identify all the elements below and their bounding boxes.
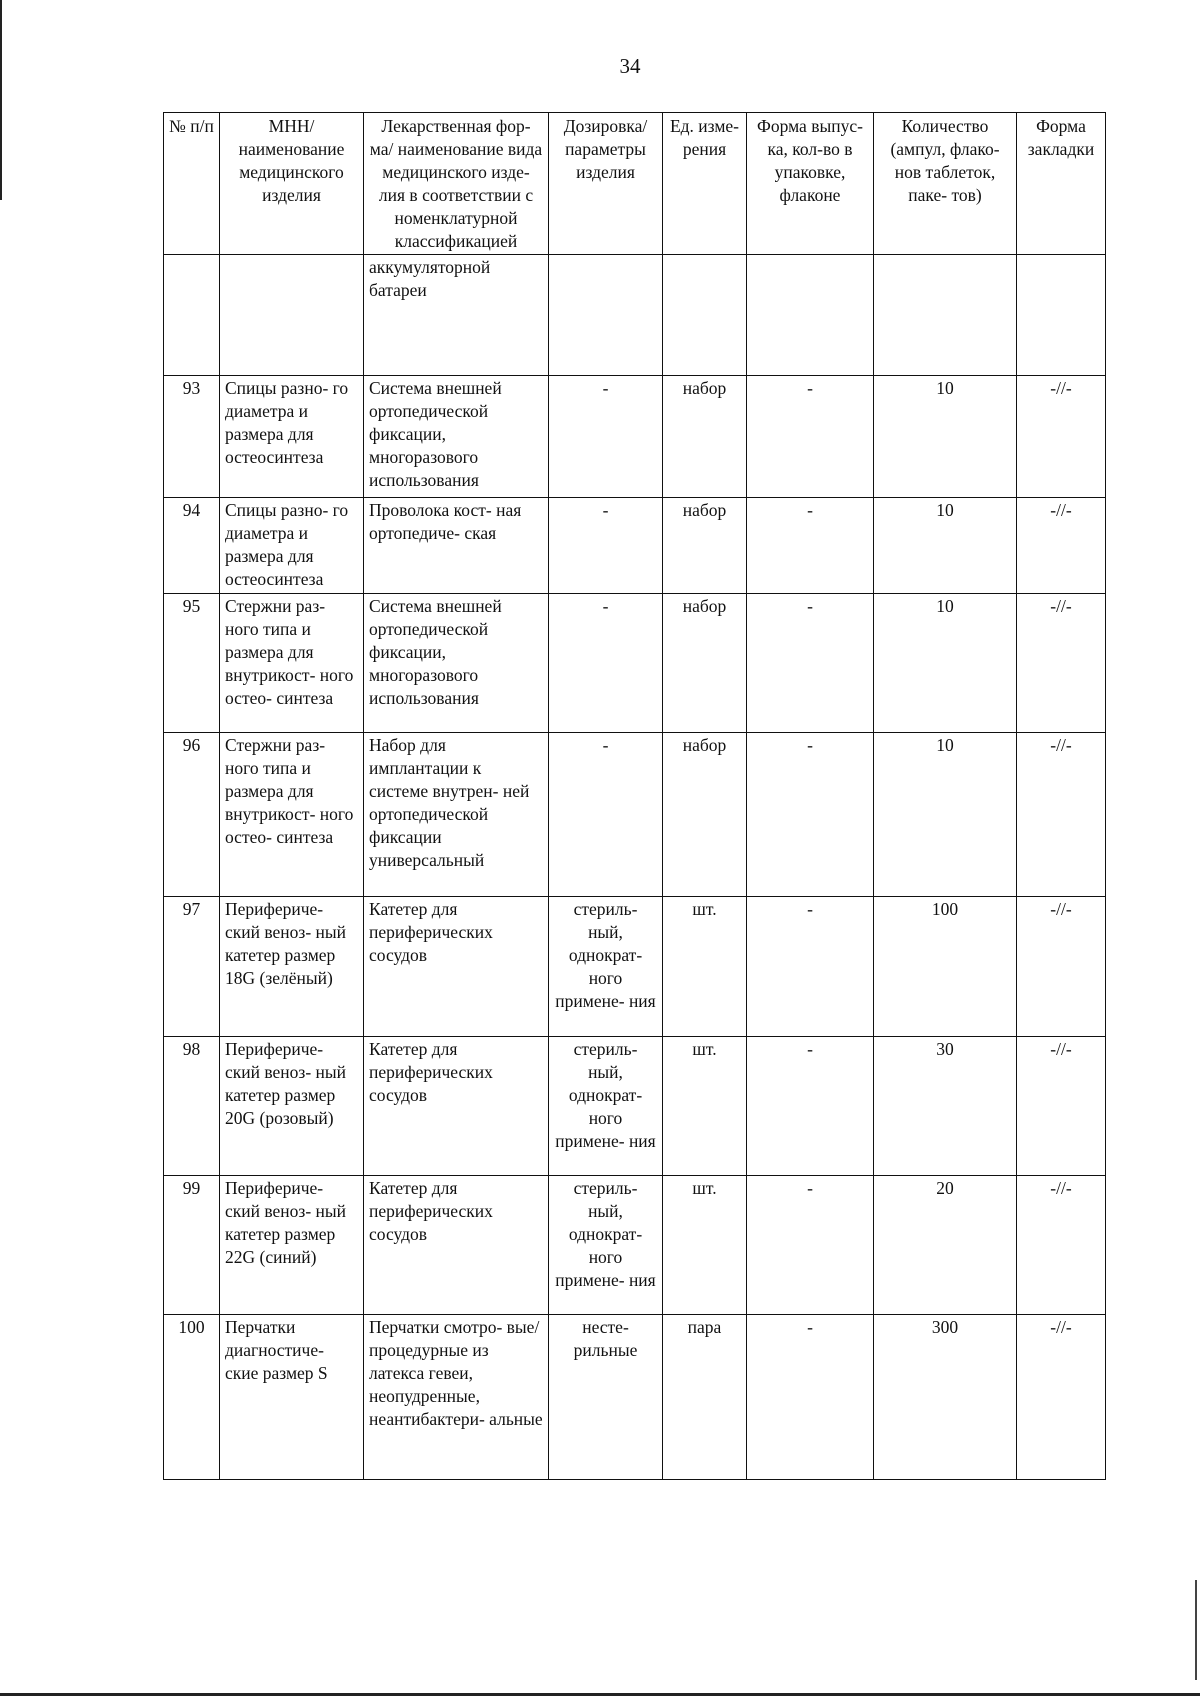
- cell-dosage-form: Система внешней ортопедической фиксации, многоразового использования: [364, 376, 549, 498]
- cell-release-form: -: [747, 1176, 874, 1315]
- cell-dosage-form: Перчатки смотро- вые/ процедурные из латекса гевеи, неопудренные, неантибактери- альные: [364, 1315, 549, 1480]
- cell-unit: шт.: [663, 1176, 747, 1315]
- page-number: 34: [619, 54, 641, 78]
- cell-unit: [663, 255, 747, 376]
- cell-quantity: 10: [874, 498, 1017, 594]
- header-cell-unit: Ед. изме- рения: [663, 113, 747, 255]
- cell-number: 94: [164, 498, 220, 594]
- cell-number: 99: [164, 1176, 220, 1315]
- cell-dosage-form: Катетер для периферических сосудов: [364, 1037, 549, 1176]
- cell-bookmark-form: -//-: [1017, 1037, 1106, 1176]
- cell-name: Спицы разно- го диаметра и размера для остеосинтеза: [220, 376, 364, 498]
- table-row: [164, 733, 1106, 897]
- cell-bookmark-form: -//-: [1017, 376, 1106, 498]
- cell-dosage-form: аккумуляторной батареи: [364, 255, 549, 376]
- cell-quantity: 10: [874, 733, 1017, 897]
- cell-name: Перифериче- ский веноз- ный катетер размер 18G (зелёный): [220, 897, 364, 1037]
- cell-quantity: 300: [874, 1315, 1017, 1480]
- cell-unit: шт.: [663, 1037, 747, 1176]
- cell-dosage-form: Набор для имплантации к системе внутрен- ней ортопедической фиксации универсальный: [364, 733, 549, 897]
- cell-quantity: 10: [874, 376, 1017, 498]
- table-row: [164, 1037, 1106, 1176]
- cell-bookmark-form: -//-: [1017, 594, 1106, 733]
- cell-release-form: -: [747, 733, 874, 897]
- cell-release-form: -: [747, 1037, 874, 1176]
- cell-dosage: стериль- ный, однократ- ного примене- ния: [549, 897, 663, 1037]
- header-cell-name: МНН/ наименование медицинского изделия: [220, 113, 364, 255]
- cell-release-form: -: [747, 498, 874, 594]
- cell-dosage: -: [549, 498, 663, 594]
- table-row: [164, 594, 1106, 733]
- cell-dosage: -: [549, 594, 663, 733]
- cell-number: 95: [164, 594, 220, 733]
- cell-quantity: [874, 255, 1017, 376]
- cell-name: Перифериче- ский веноз- ный катетер размер 22G (синий): [220, 1176, 364, 1315]
- cell-name: Стержни раз- ного типа и размера для внутрикост- ного остео- синтеза: [220, 733, 364, 897]
- cell-unit: пара: [663, 1315, 747, 1480]
- scan-edge-right: [1195, 1580, 1197, 1680]
- table-row: [164, 255, 1106, 376]
- cell-name: [220, 255, 364, 376]
- cell-number: 96: [164, 733, 220, 897]
- cell-bookmark-form: -//-: [1017, 1176, 1106, 1315]
- cell-release-form: -: [747, 897, 874, 1037]
- table-row: [164, 498, 1106, 594]
- cell-unit: набор: [663, 498, 747, 594]
- cell-dosage: несте- рильные: [549, 1315, 663, 1480]
- cell-release-form: [747, 255, 874, 376]
- header-cell-bookmark-form: Форма закладки: [1017, 113, 1106, 255]
- cell-dosage-form: Проволока кост- ная ортопедиче- ская: [364, 498, 549, 594]
- cell-unit: шт.: [663, 897, 747, 1037]
- cell-number: 98: [164, 1037, 220, 1176]
- header-cell-number: № п/п: [164, 113, 220, 255]
- cell-number: 100: [164, 1315, 220, 1480]
- cell-bookmark-form: -//-: [1017, 498, 1106, 594]
- cell-number: 93: [164, 376, 220, 498]
- header-cell-release-form: Форма выпус- ка, кол-во в упаковке, флаконе: [747, 113, 874, 255]
- cell-dosage: [549, 255, 663, 376]
- cell-release-form: -: [747, 594, 874, 733]
- scan-edge-left: [0, 0, 2, 200]
- cell-name: Спицы разно- го диаметра и размера для остеосинтеза: [220, 498, 364, 594]
- cell-dosage: стериль- ный, однократ- ного примене- ния: [549, 1176, 663, 1315]
- cell-name: Стержни раз- ного типа и размера для внутрикост- ного остео- синтеза: [220, 594, 364, 733]
- cell-bookmark-form: [1017, 255, 1106, 376]
- header-row: [164, 113, 1106, 255]
- cell-bookmark-form: -//-: [1017, 1315, 1106, 1480]
- cell-dosage: -: [549, 376, 663, 498]
- cell-dosage-form: Катетер для периферических сосудов: [364, 897, 549, 1037]
- cell-dosage-form: Система внешней ортопедической фиксации, многоразового использования: [364, 594, 549, 733]
- cell-unit: набор: [663, 376, 747, 498]
- table-row: [164, 1315, 1106, 1480]
- cell-name: Перчатки диагностиче- ские размер S: [220, 1315, 364, 1480]
- cell-release-form: -: [747, 1315, 874, 1480]
- cell-dosage: -: [549, 733, 663, 897]
- header-cell-dosage: Дозировка/ параметры изделия: [549, 113, 663, 255]
- medical-items-table: [163, 112, 1106, 1480]
- cell-unit: набор: [663, 733, 747, 897]
- cell-dosage: стериль- ный, однократ- ного примене- ния: [549, 1037, 663, 1176]
- table-row: [164, 897, 1106, 1037]
- cell-release-form: -: [747, 376, 874, 498]
- header-cell-quantity: Количество (ампул, флако- нов таблеток, паке- тов): [874, 113, 1017, 255]
- cell-quantity: 100: [874, 897, 1017, 1037]
- cell-number: [164, 255, 220, 376]
- cell-quantity: 10: [874, 594, 1017, 733]
- cell-unit: набор: [663, 594, 747, 733]
- table-row: [164, 1176, 1106, 1315]
- cell-quantity: 30: [874, 1037, 1017, 1176]
- table-row: [164, 376, 1106, 498]
- cell-dosage-form: Катетер для периферических сосудов: [364, 1176, 549, 1315]
- cell-bookmark-form: -//-: [1017, 733, 1106, 897]
- cell-bookmark-form: -//-: [1017, 897, 1106, 1037]
- cell-number: 97: [164, 897, 220, 1037]
- cell-quantity: 20: [874, 1176, 1017, 1315]
- header-cell-dosage-form: Лекарственная фор- ма/ наименование вида медицинского изде- лия в соответствии с номенклатурной классификацией: [364, 113, 549, 255]
- cell-name: Перифериче- ский веноз- ный катетер размер 20G (розовый): [220, 1037, 364, 1176]
